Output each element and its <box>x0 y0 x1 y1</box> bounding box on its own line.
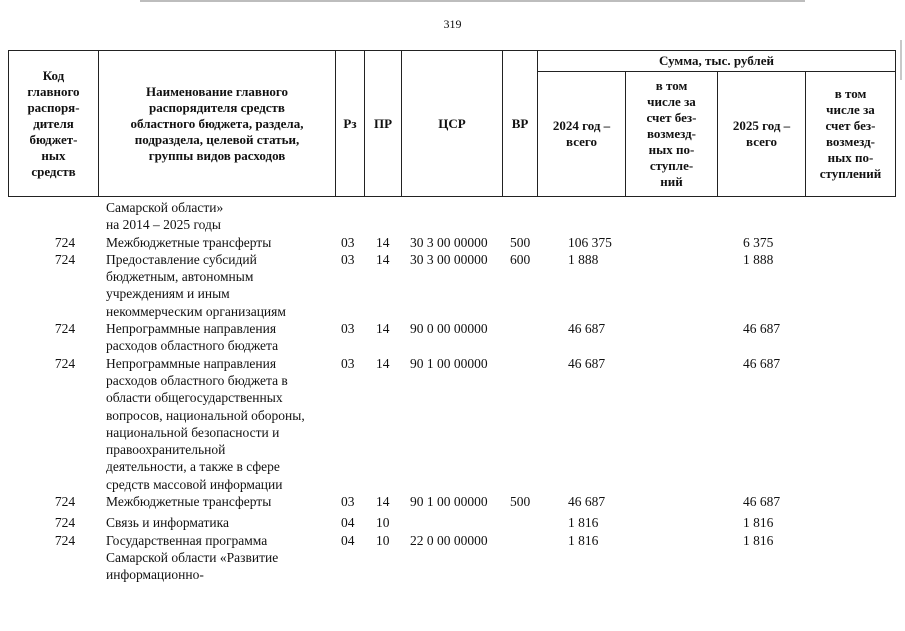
cell-name <box>106 199 338 234</box>
cell-2024-total: 106 375 <box>568 234 612 250</box>
cell-name-line: Межбюджетные трансферты <box>106 234 272 250</box>
cell-name-line: Непрограммные направления <box>106 321 277 337</box>
cell-name-line: бюджетным, автономным <box>106 269 254 285</box>
cell-name-line: Самарской области «Развитие <box>106 549 279 565</box>
table-row <box>8 514 895 531</box>
cell-2024-total: 1 816 <box>568 532 599 548</box>
cell-name-line: средств массовой информации <box>106 476 283 492</box>
cell-name-line: Предоставление субсидий <box>106 251 257 267</box>
header-2025-free <box>806 72 896 197</box>
cell-csr: 30 3 00 00000 <box>410 251 488 267</box>
cell-rz: 03 <box>341 355 355 371</box>
cell-name <box>106 234 338 251</box>
header-line: числе за <box>647 94 696 109</box>
cell-2024-total: 1 816 <box>568 515 599 531</box>
cell-name <box>106 251 338 320</box>
cell-2025-total: 1 816 <box>743 515 774 531</box>
cell-name-line: информационно- <box>106 567 204 583</box>
header-line: ступлений <box>819 166 882 181</box>
header-line: средств <box>31 163 76 179</box>
cell-name-line: Межбюджетные трансферты <box>106 494 272 510</box>
cell-pr: 14 <box>376 251 390 267</box>
cell-rz: 04 <box>341 515 355 531</box>
header-line: всего <box>746 134 777 149</box>
cell-name-line: правоохранительной <box>106 442 226 458</box>
cell-code: 724 <box>54 532 76 548</box>
cell-name-line: Связь и информатика <box>106 515 229 531</box>
cell-code: 724 <box>54 494 76 510</box>
scan-edge-mark <box>900 40 902 80</box>
cell-name-line: вопросов, национальной обороны, <box>106 407 305 423</box>
header-line: подраздела, целевой статьи, <box>134 131 300 147</box>
cell-rz: 03 <box>341 321 355 337</box>
header-line: 2025 год – <box>732 118 791 133</box>
cell-rz: 03 <box>341 494 355 510</box>
cell-pr: 10 <box>376 515 390 531</box>
cell-name <box>106 355 338 493</box>
cell-name-line: области общегосударственных <box>106 390 283 406</box>
cell-csr: 30 3 00 00000 <box>410 234 488 250</box>
cell-vr: 500 <box>510 494 531 510</box>
cell-2025-total: 46 687 <box>743 321 781 337</box>
header-line: главного <box>27 83 80 99</box>
header-line: ных по- <box>827 150 874 165</box>
header-2024-total <box>538 72 626 197</box>
cell-code: 724 <box>54 251 76 267</box>
header-pr: ПР <box>365 51 402 197</box>
cell-csr: 90 1 00 00000 <box>410 355 488 371</box>
header-line: Код <box>42 67 65 83</box>
table-row <box>8 355 895 493</box>
header-line: всего <box>566 134 597 149</box>
header-line: числе за <box>826 102 875 117</box>
cell-rz: 03 <box>341 251 355 267</box>
header-code <box>9 51 99 197</box>
cell-name-line: Самарской области» <box>106 200 224 215</box>
cell-name-line: Государственная программа <box>106 532 268 548</box>
header-line: в том <box>655 78 688 93</box>
cell-2025-total: 6 375 <box>743 234 774 250</box>
table-row <box>8 320 895 355</box>
header-line: группы видов расходов <box>148 147 286 163</box>
cell-code: 724 <box>54 321 76 337</box>
cell-name <box>106 514 338 531</box>
header-2025-total <box>718 72 806 197</box>
header-line: счет без- <box>646 110 697 125</box>
cell-csr: 90 0 00 00000 <box>410 321 488 337</box>
cell-2024-total: 1 888 <box>568 251 599 267</box>
cell-vr: 600 <box>510 251 531 267</box>
header-line: распоря- <box>27 99 80 115</box>
header-line: возмезд- <box>826 134 875 149</box>
header-line: счет без- <box>825 118 876 133</box>
header-line: бюджет- <box>29 131 78 147</box>
table-row <box>8 251 895 320</box>
cell-name-line: Непрограммные направления <box>106 355 277 371</box>
budget-table-body <box>8 199 895 584</box>
cell-2025-total: 46 687 <box>743 494 781 510</box>
header-csr: ЦСР <box>402 51 503 197</box>
cell-name-line: учреждениям и иным <box>106 286 230 302</box>
cell-2024-total: 46 687 <box>568 355 606 371</box>
cell-pr: 14 <box>376 355 390 371</box>
cell-name <box>106 532 338 584</box>
cell-pr: 14 <box>376 321 390 337</box>
cell-rz: 04 <box>341 532 355 548</box>
header-2024-free <box>626 72 718 197</box>
header-line: дителя <box>33 115 74 131</box>
cell-name-line: расходов областного бюджета в <box>106 372 288 388</box>
cell-2024-total: 46 687 <box>568 494 606 510</box>
cell-name <box>106 320 338 355</box>
header-sum-title: Сумма, тыс. рублей <box>538 51 896 72</box>
top-scan-line <box>140 0 805 2</box>
cell-name-line: на 2014 – 2025 годы <box>106 217 221 233</box>
cell-name-line: расходов областного бюджета <box>106 338 279 354</box>
cell-2024-total: 46 687 <box>568 321 606 337</box>
cell-code: 724 <box>54 355 76 371</box>
budget-table-header <box>8 50 896 197</box>
header-line: возмезд- <box>647 126 696 141</box>
cell-csr: 22 0 00 00000 <box>410 532 488 548</box>
header-line: ных по- <box>648 142 695 157</box>
cell-vr: 500 <box>510 234 531 250</box>
table-row <box>8 234 895 251</box>
header-line: ступле- <box>649 158 694 173</box>
cell-name <box>106 493 338 510</box>
header-vr: ВР <box>503 51 538 197</box>
cell-name-line: некоммерческим организациям <box>106 303 286 319</box>
table-row <box>8 493 895 510</box>
cell-csr: 90 1 00 00000 <box>410 494 488 510</box>
header-line: в том <box>834 86 867 101</box>
cell-2025-total: 46 687 <box>743 355 781 371</box>
header-line: областного бюджета, раздела, <box>130 115 304 131</box>
cell-pr: 10 <box>376 532 390 548</box>
cell-code: 724 <box>54 515 76 531</box>
header-line: Наименование главного <box>145 83 289 99</box>
cell-code: 724 <box>54 234 76 250</box>
cell-rz: 03 <box>341 234 355 250</box>
header-line: распорядителя средств <box>149 99 285 115</box>
header-name <box>99 51 336 197</box>
cell-name-line: национальной безопасности и <box>106 424 280 440</box>
page-number: 319 <box>443 17 462 31</box>
header-rz: Рз <box>336 51 365 197</box>
table-row <box>8 199 895 234</box>
header-line: 2024 год – <box>552 118 611 133</box>
cell-name-line: деятельности, а также в сфере <box>106 459 280 475</box>
header-line: ных <box>41 147 66 163</box>
cell-pr: 14 <box>376 234 390 250</box>
header-line: ний <box>660 174 683 189</box>
cell-pr: 14 <box>376 494 390 510</box>
cell-2025-total: 1 816 <box>743 532 774 548</box>
cell-2025-total: 1 888 <box>743 251 774 267</box>
table-row <box>8 532 895 584</box>
